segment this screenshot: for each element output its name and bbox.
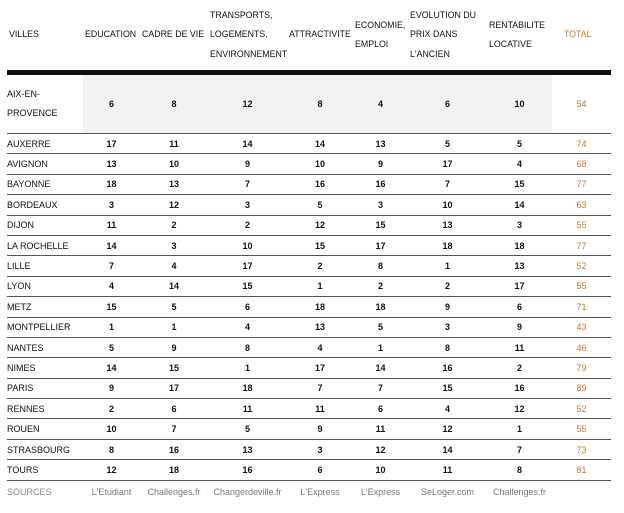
score-cell: 15 [83,297,140,317]
score-cell: 12 [408,419,487,439]
score-cell: 10 [83,419,140,439]
score-cell: 10 [208,235,287,255]
score-cell: 2 [287,256,353,276]
score-cell: 11 [140,134,208,154]
city-name-cell: STRASBOURG [7,439,83,459]
score-cell: 5 [140,297,208,317]
header-rentabilite: RENTABILITE LOCATIVE [487,0,552,73]
score-cell: 18 [287,297,353,317]
score-cell: 5 [408,134,487,154]
score-cell: 15 [287,235,353,255]
score-cell: 4 [140,256,208,276]
table-row [7,235,611,255]
score-cell: 17 [353,235,408,255]
city-name-cell: METZ [7,297,83,317]
score-cell: 6 [408,73,487,134]
city-name-cell: LILLE [7,256,83,276]
score-cell: 1 [408,256,487,276]
score-cell: 4 [353,73,408,134]
score-cell: 12 [287,215,353,235]
score-cell: 11 [408,460,487,480]
score-cell: 13 [140,174,208,194]
city-name-cell: LYON [7,276,83,296]
score-cell: 17 [83,134,140,154]
score-cell: 7 [140,419,208,439]
score-cell: 13 [83,154,140,174]
header-cadre-de-vie: CADRE DE VIE [140,0,208,73]
total-cell: 55 [552,419,611,439]
score-cell: 14 [287,134,353,154]
score-cell: 3 [408,317,487,337]
total-cell: 74 [552,134,611,154]
score-cell: 7 [83,256,140,276]
score-cell: 12 [83,460,140,480]
header-economie: ECONOMIE, EMPLOI [353,0,408,73]
header-attractivite: ATTRACTIVITE [287,0,353,73]
score-cell: 7 [487,439,552,459]
table-row [7,154,611,174]
score-cell: 10 [287,154,353,174]
score-cell: 2 [408,276,487,296]
score-cell: 11 [353,419,408,439]
city-name-cell: BORDEAUX [7,195,83,215]
header-total: TOTAL [552,0,611,73]
score-cell: 13 [353,134,408,154]
score-cell: 9 [140,337,208,357]
score-cell: 13 [208,439,287,459]
score-cell: 6 [140,399,208,419]
total-cell: 71 [552,297,611,317]
score-cell: 3 [487,215,552,235]
score-cell: 15 [140,358,208,378]
table-row [7,256,611,276]
score-cell: 9 [83,378,140,398]
score-cell: 8 [208,337,287,357]
total-cell: 77 [552,235,611,255]
score-cell: 8 [83,439,140,459]
city-ranking-table [7,0,611,503]
source-cell: Challenges.fr [147,486,201,497]
score-cell: 11 [83,215,140,235]
score-cell: 11 [287,399,353,419]
score-cell: 2 [140,215,208,235]
city-name-cell: PARIS [7,378,83,398]
score-cell: 12 [487,399,552,419]
score-cell: 6 [353,399,408,419]
score-cell: 18 [208,378,287,398]
city-name-cell: BAYONNE [7,174,83,194]
total-cell: 89 [552,378,611,398]
score-cell: 14 [83,235,140,255]
header-education: EDUCATION [83,0,140,73]
table-row [7,134,611,154]
table-row [7,399,611,419]
score-cell: 4 [408,399,487,419]
score-cell: 6 [83,73,140,134]
city-name-cell: DIJON [7,215,83,235]
score-cell: 16 [140,439,208,459]
score-cell: 18 [353,297,408,317]
city-name-cell: TOURS [7,460,83,480]
table-row [7,439,611,459]
score-cell: 1 [208,358,287,378]
sources-label: SOURCES [7,486,52,497]
header-evolution-prix: EVOLUTION DU PRIX DANS L'ANCIEN [408,0,487,73]
table-row [7,215,611,235]
score-cell: 10 [140,154,208,174]
table-row [7,419,611,439]
source-cell: L'Etudiant [91,486,132,497]
score-cell: 12 [353,439,408,459]
score-cell: 3 [83,195,140,215]
table-row [7,378,611,398]
score-cell: 16 [353,174,408,194]
score-cell: 14 [208,134,287,154]
score-cell: 17 [287,358,353,378]
table-row [7,358,611,378]
score-cell: 10 [408,195,487,215]
score-cell: 8 [353,256,408,276]
score-cell: 15 [487,174,552,194]
score-cell: 3 [140,235,208,255]
city-name-cell: RENNES [7,399,83,419]
score-cell: 12 [140,195,208,215]
score-cell: 13 [287,317,353,337]
score-cell: 7 [208,174,287,194]
score-cell: 17 [140,378,208,398]
city-name-cell: AUXERRE [7,134,83,154]
total-cell: 55 [552,276,611,296]
score-cell: 14 [140,276,208,296]
sources-row [7,480,611,503]
score-cell: 12 [208,73,287,134]
score-cell: 4 [83,276,140,296]
city-name-cell: AVIGNON [7,154,83,174]
score-cell: 9 [353,154,408,174]
score-cell: 10 [487,73,552,134]
table-row [7,460,611,480]
score-cell: 15 [408,378,487,398]
ranking-table-container [7,0,611,503]
score-cell: 5 [83,337,140,357]
table-header [7,0,611,73]
source-cell: L'Express [360,486,401,497]
score-cell: 2 [487,358,552,378]
score-cell: 2 [208,215,287,235]
total-cell: 55 [552,215,611,235]
source-cell: Challenges.fr [492,486,547,497]
table-row [7,174,611,194]
total-cell: 68 [552,154,611,174]
score-cell: 4 [287,337,353,357]
score-cell: 6 [487,297,552,317]
score-cell: 14 [487,195,552,215]
city-name-cell: AIX-EN-PROVENCE [7,73,83,134]
score-cell: 6 [208,297,287,317]
score-cell: 16 [287,174,353,194]
table-row [7,317,611,337]
score-cell: 1 [287,276,353,296]
score-cell: 11 [487,337,552,357]
score-cell: 2 [353,276,408,296]
score-cell: 13 [487,256,552,276]
score-cell: 7 [287,378,353,398]
score-cell: 18 [408,235,487,255]
score-cell: 16 [487,378,552,398]
score-cell: 3 [287,439,353,459]
city-name-cell: ROUEN [7,419,83,439]
score-cell: 1 [487,419,552,439]
score-cell: 4 [208,317,287,337]
score-cell: 6 [287,460,353,480]
header-villes: VILLES [7,0,83,73]
score-cell: 9 [408,297,487,317]
score-cell: 9 [287,419,353,439]
table-body [7,73,611,503]
score-cell: 10 [353,460,408,480]
score-cell: 17 [487,276,552,296]
score-cell: 1 [140,317,208,337]
total-cell: 79 [552,358,611,378]
source-cell: L'Express [300,486,340,497]
city-name-cell: NIMES [7,358,83,378]
total-cell: 52 [552,399,611,419]
total-cell: 77 [552,174,611,194]
score-cell: 17 [208,256,287,276]
score-cell: 16 [408,358,487,378]
score-cell: 18 [487,235,552,255]
score-cell: 15 [208,276,287,296]
score-cell: 18 [140,460,208,480]
total-cell: 54 [552,73,611,134]
score-cell: 8 [287,73,353,134]
total-cell: 43 [552,317,611,337]
score-cell: 3 [353,195,408,215]
score-cell: 5 [287,195,353,215]
score-cell: 8 [487,460,552,480]
total-cell: 63 [552,195,611,215]
score-cell: 9 [487,317,552,337]
score-cell: 5 [208,419,287,439]
score-cell: 3 [208,195,287,215]
city-name-cell: MONTPELLIER [7,317,83,337]
score-cell: 11 [208,399,287,419]
total-cell: 81 [552,460,611,480]
score-cell: 13 [408,215,487,235]
score-cell: 7 [408,174,487,194]
score-cell: 14 [408,439,487,459]
header-transports: TRANSPORTS, LOGEMENTS, ENVIRONNEMENT [208,0,287,73]
table-row [7,297,611,317]
score-cell: 5 [353,317,408,337]
score-cell: 7 [353,378,408,398]
score-cell: 1 [353,337,408,357]
score-cell: 8 [140,73,208,134]
score-cell: 2 [83,399,140,419]
city-name-cell: NANTES [7,337,83,357]
score-cell: 1 [83,317,140,337]
score-cell: 5 [487,134,552,154]
score-cell: 16 [208,460,287,480]
score-cell: 8 [408,337,487,357]
score-cell: 14 [83,358,140,378]
table-row [7,276,611,296]
score-cell: 18 [83,174,140,194]
table-row [7,195,611,215]
score-cell: 9 [208,154,287,174]
source-empty-cell [552,480,611,503]
header-row [7,0,611,73]
table-row [7,337,611,357]
source-cell: Changerdeville.fr [213,486,282,497]
total-cell: 46 [552,337,611,357]
table-row [7,73,611,134]
total-cell: 52 [552,256,611,276]
score-cell: 4 [487,154,552,174]
score-cell: 17 [408,154,487,174]
source-cell: SeLoger.com [420,486,475,497]
score-cell: 15 [353,215,408,235]
city-name-cell: LA ROCHELLE [7,235,83,255]
total-cell: 73 [552,439,611,459]
score-cell: 14 [353,358,408,378]
